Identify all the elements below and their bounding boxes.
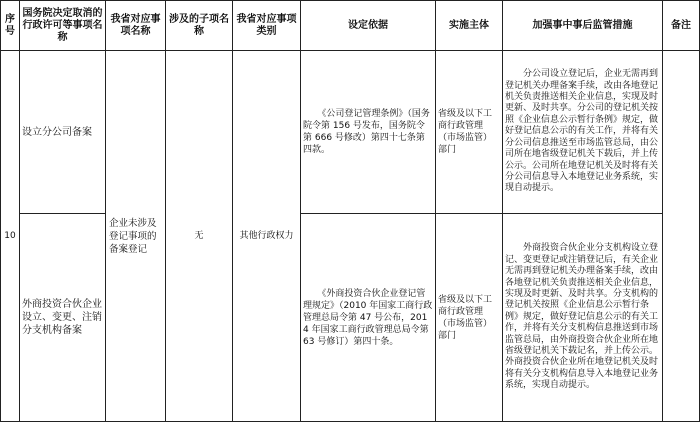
cancelled-item-name: 外商投资合伙企业设立、变更、注销分支机构备案 [20,214,106,422]
header-category: 我省对应事项类别 [233,1,301,51]
cancelled-item-name: 设立分公司备案 [20,51,106,214]
table-row [1,51,700,214]
header-row [1,1,700,51]
implementing-subject: 省级及以下工商行政管理（市场监管）部门 [436,51,503,214]
header-remark: 备注 [663,1,700,51]
header-sub-item: 涉及的子项名称 [166,1,233,51]
table-row [1,214,700,422]
implementing-subject: 省级及以下工商行政管理（市场监管）部门 [436,214,503,422]
remark-cell [663,51,700,422]
supervision-measures: 外商投资合伙企业分支机构设立登记、变更登记或注销登记后，有关企业无需再到登记机关办理备案手续，改由各地登记机关负责推送相关企业信息，实现及时更新、及时共享。分支机构的登记机关按照《企业信息公示暂行条例》规定，做好登记信息公示的有关工作，并将有关分支机构信息推送到市场监管总局，由外商投资合伙企业所在地省级登记机关下载记名，并上传公示。外商投资合伙企业所在地登记机关及时将有关分支机构信息导入本地登记业务系统，实现自动提示。 [503,214,663,422]
supervision-measures: 分公司设立登记后，企业无需再到登记机关办理备案手续，改由各地登记机关负责推送相关企业信息，实现及时更新、及时共享。分公司的登记机关按照《企业信息公示暂行条例》规定，做好登记信息公示的有关工作，并将有关分公司信息推送至市场监管总局，由公司所在地省级登记机关下载后，并上传公示。公司所在地登记机关及时将有关分公司信息导入本地登记业务系统，实现自动提示。 [503,51,663,214]
province-item-name: 企业未涉及登记事项的备案登记 [106,51,166,422]
legal-basis: 《外商投资合伙企业登记管理规定》（2010 年国家工商行政管理总局令第 47 号公布，2014 年国家工商行政管理总局令第 63 号修订）第四十条。 [301,214,436,422]
row-seq: 10 [1,51,20,422]
sub-item-name: 无 [166,51,233,422]
header-measures: 加强事中事后监管措施 [503,1,663,51]
item-category: 其他行政权力 [233,51,301,422]
header-basis: 设定依据 [301,1,436,51]
header-seq: 序号 [1,1,20,51]
header-subject: 实施主体 [436,1,503,51]
header-province-item: 我省对应事项名称 [106,1,166,51]
legal-basis: 《公司登记管理条例》（国务院令第 156 号发布，国务院令第 666 号修改）第四十七条第四款。 [301,51,436,214]
header-cancelled-item: 国务院决定取消的行政许可等事项名称 [20,1,106,51]
